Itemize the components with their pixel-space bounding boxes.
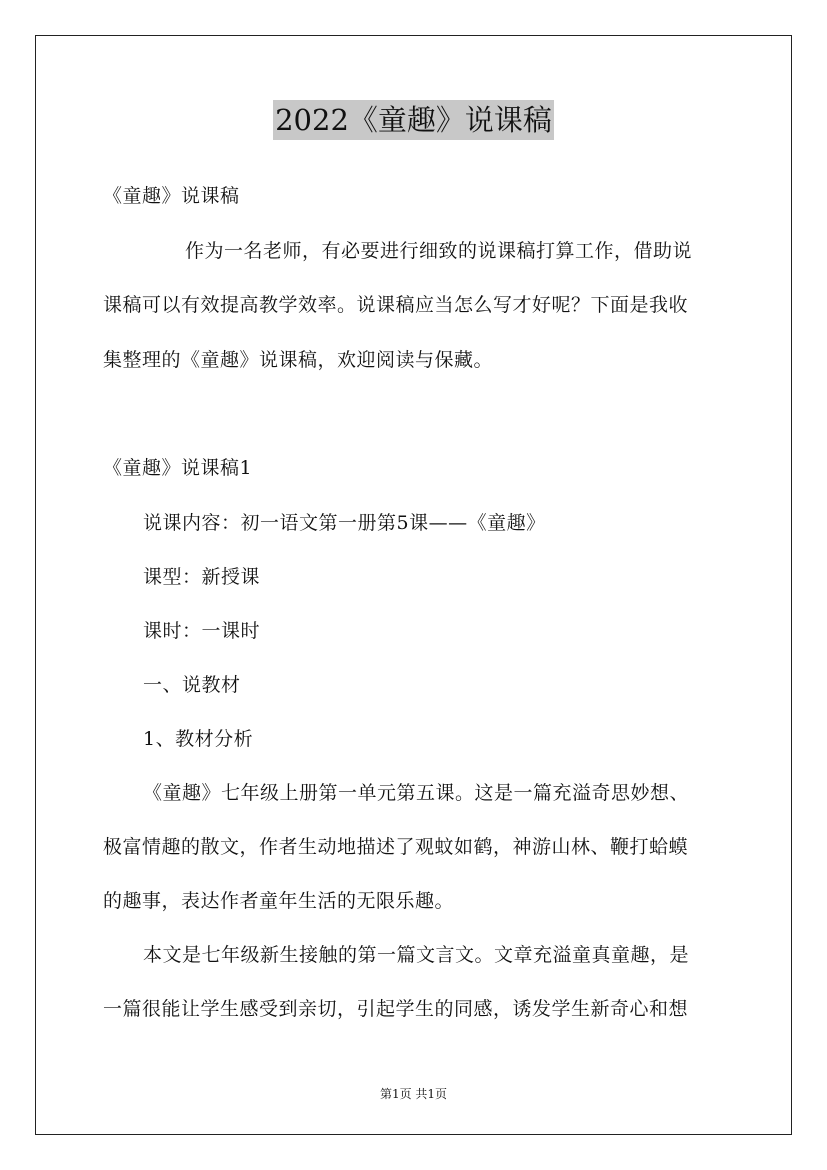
title-container — [0, 100, 827, 140]
subtitle: 《童趣》说课稿 — [103, 185, 240, 207]
section-heading: 《童趣》说课稿1 — [103, 457, 253, 479]
para1-line-2: 极富情趣的散文，作者生动地描述了观蚊如鹤，神游山林、鞭打蛤蟆 — [103, 836, 689, 858]
lesson-content: 说课内容：初一语文第一册第5课——《童趣》 — [143, 512, 546, 534]
page-footer: 第1页 共1页 — [379, 1087, 448, 1101]
lesson-time: 课时：一课时 — [143, 620, 261, 642]
para2-line-2: 一篇很能让学生感受到亲切，引起学生的同感，诱发学生新奇心和想 — [103, 998, 689, 1020]
item-one-heading: 1、教材分析 — [143, 728, 254, 750]
part-one-heading: 一、说教材 — [143, 674, 241, 696]
intro-line-1: 作为一名老师，有必要进行细致的说课稿打算工作，借助说 — [185, 240, 693, 262]
lesson-type: 课型：新授课 — [143, 566, 261, 588]
intro-line-2: 课稿可以有效提高教学效率。说课稿应当怎么写才好呢？下面是我收 — [103, 294, 689, 316]
para1-line-3: 的趣事，表达作者童年生活的无限乐趣。 — [103, 890, 455, 912]
para1-line-1: 《童趣》七年级上册第一单元第五课。这是一篇充溢奇思妙想、 — [143, 782, 690, 804]
document-title: 2022《童趣》说课稿 — [273, 100, 554, 140]
para2-line-1: 本文是七年级新生接触的第一篇文言文。文章充溢童真童趣，是 — [143, 944, 690, 966]
intro-line-3: 集整理的《童趣》说课稿，欢迎阅读与保藏。 — [103, 349, 494, 371]
